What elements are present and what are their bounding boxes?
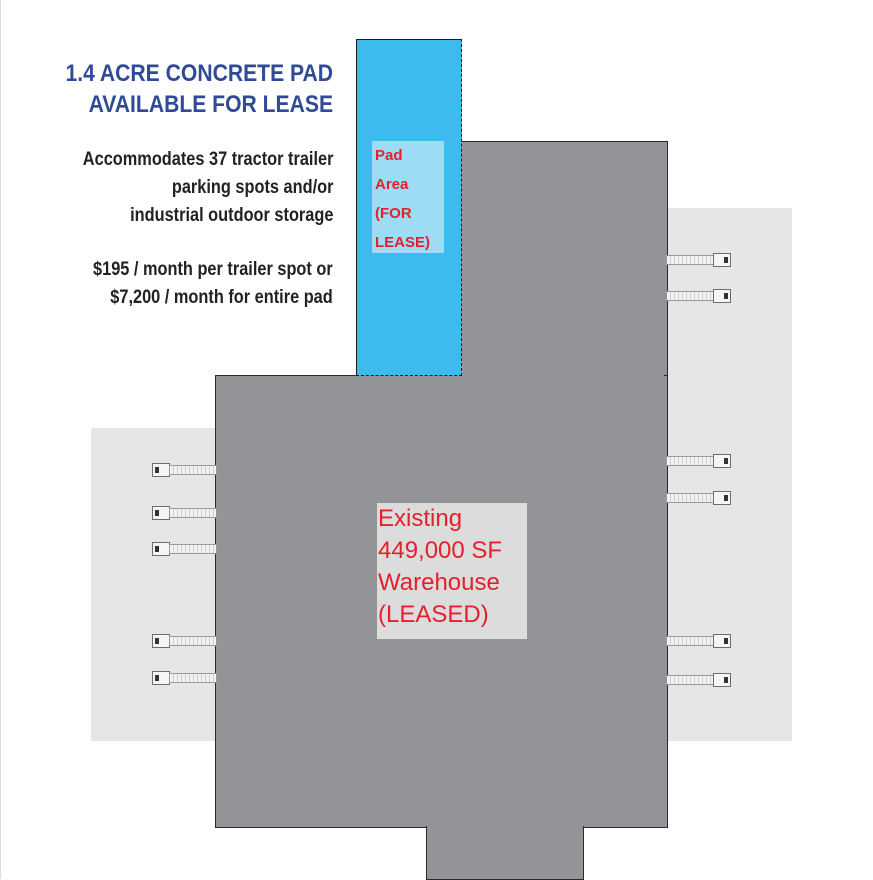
- heading-line-1: 1.4 ACRE CONCRETE PAD: [65, 60, 333, 87]
- pad-label-line-2: Area: [375, 176, 409, 193]
- tractor-trailer-icon: [666, 491, 731, 505]
- description-line-1: Accommodates 37 tractor trailer: [82, 149, 333, 170]
- description-text: [82, 146, 333, 230]
- warehouse-joint: [460, 370, 664, 382]
- page-edge-rule: [0, 0, 1, 879]
- tractor-trailer-icon: [152, 634, 217, 648]
- warehouse-south-section: [426, 826, 584, 880]
- right-truck-court: [664, 208, 792, 741]
- pad-label-line-4: LEASE): [375, 234, 431, 251]
- warehouse-label-line-3: Warehouse: [378, 569, 500, 596]
- pricing-text: [93, 256, 333, 312]
- warehouse-label: [377, 503, 527, 639]
- pricing-line-2: $7,200 / month for entire pad: [110, 287, 334, 308]
- warehouse-label-line-1: Existing: [378, 505, 463, 532]
- warehouse-joint-south: [427, 820, 581, 830]
- tractor-trailer-icon: [666, 289, 731, 303]
- pad-area-label: [372, 141, 444, 253]
- warehouse-label-line-2: 449,000 SF: [378, 537, 503, 564]
- description-line-2: parking spots and/or: [171, 177, 333, 198]
- page-heading: [65, 58, 333, 120]
- heading-line-2: AVAILABLE FOR LEASE: [88, 91, 333, 118]
- tractor-trailer-icon: [666, 634, 731, 648]
- tractor-trailer-icon: [666, 253, 731, 267]
- warehouse-north-section: [460, 141, 668, 382]
- description-line-3: industrial outdoor storage: [129, 205, 333, 226]
- tractor-trailer-icon: [666, 673, 731, 687]
- tractor-trailer-icon: [152, 542, 217, 556]
- pad-label-line-1: Pad: [375, 147, 403, 164]
- tractor-trailer-icon: [152, 506, 217, 520]
- tractor-trailer-icon: [666, 454, 731, 468]
- tractor-trailer-icon: [152, 671, 217, 685]
- tractor-trailer-icon: [152, 463, 217, 477]
- pad-label-line-3: (FOR: [375, 205, 412, 222]
- pricing-line-1: $195 / month per trailer spot or: [93, 259, 333, 280]
- warehouse-label-line-4: (LEASED): [378, 601, 489, 628]
